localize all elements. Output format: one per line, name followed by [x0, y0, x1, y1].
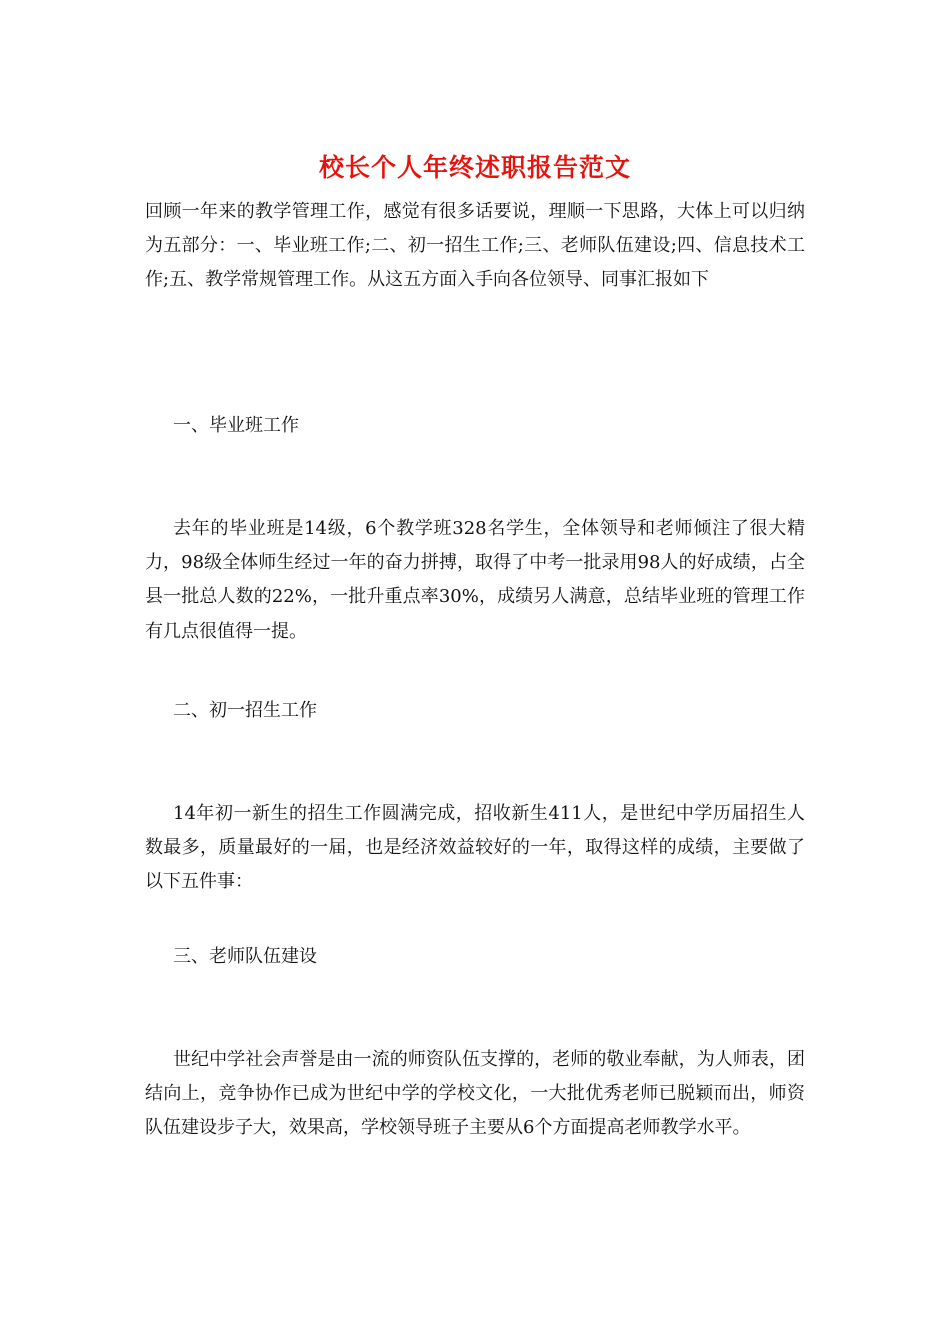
section-body-teacher-team: 世纪中学社会声誉是由一流的师资队伍支撑的，老师的敬业奉献，为人师表，团结向上，竞争协作已成为世纪中学的学校文化，一大批优秀老师已脱颖而出，师资队伍建设步子大，效果高，学校领导班子主要从6个方面提高老师教学水平。 [145, 1049, 805, 1139]
section-heading-teacher-team: 三、老师队伍建设 [173, 946, 317, 967]
section-body-graduating-class: 去年的毕业班是14级，6个教学班328名学生，全体领导和老师倾注了很大精力，98级全体师生经过一年的奋力拼搏，取得了中考一批录用98人的好成绩，占全县一批总人数的22%，一批升重点率30%，成绩另人满意，总结毕业班的管理工作有几点很值得一提。 [145, 518, 805, 642]
section-heading-enrollment: 二、初一招生工作 [173, 700, 317, 721]
section-heading-graduating-class: 一、毕业班工作 [173, 415, 299, 436]
intro-paragraph: 回顾一年来的教学管理工作，感觉有很多话要说，理顺一下思路，大体上可以归纳为五部分：一、毕业班工作;二、初一招生工作;三、老师队伍建设;四、信息技术工作;五、教学常规管理工作。从这五方面入手向各位领导、同事汇报如下 [145, 201, 805, 291]
section-body-enrollment: 14年初一新生的招生工作圆满完成，招收新生411人，是世纪中学历届招生人数最多，质量最好的一届，也是经济效益较好的一年，取得这样的成绩，主要做了以下五件事： [145, 803, 805, 893]
document-title: 校长个人年终述职报告范文 [318, 153, 631, 182]
